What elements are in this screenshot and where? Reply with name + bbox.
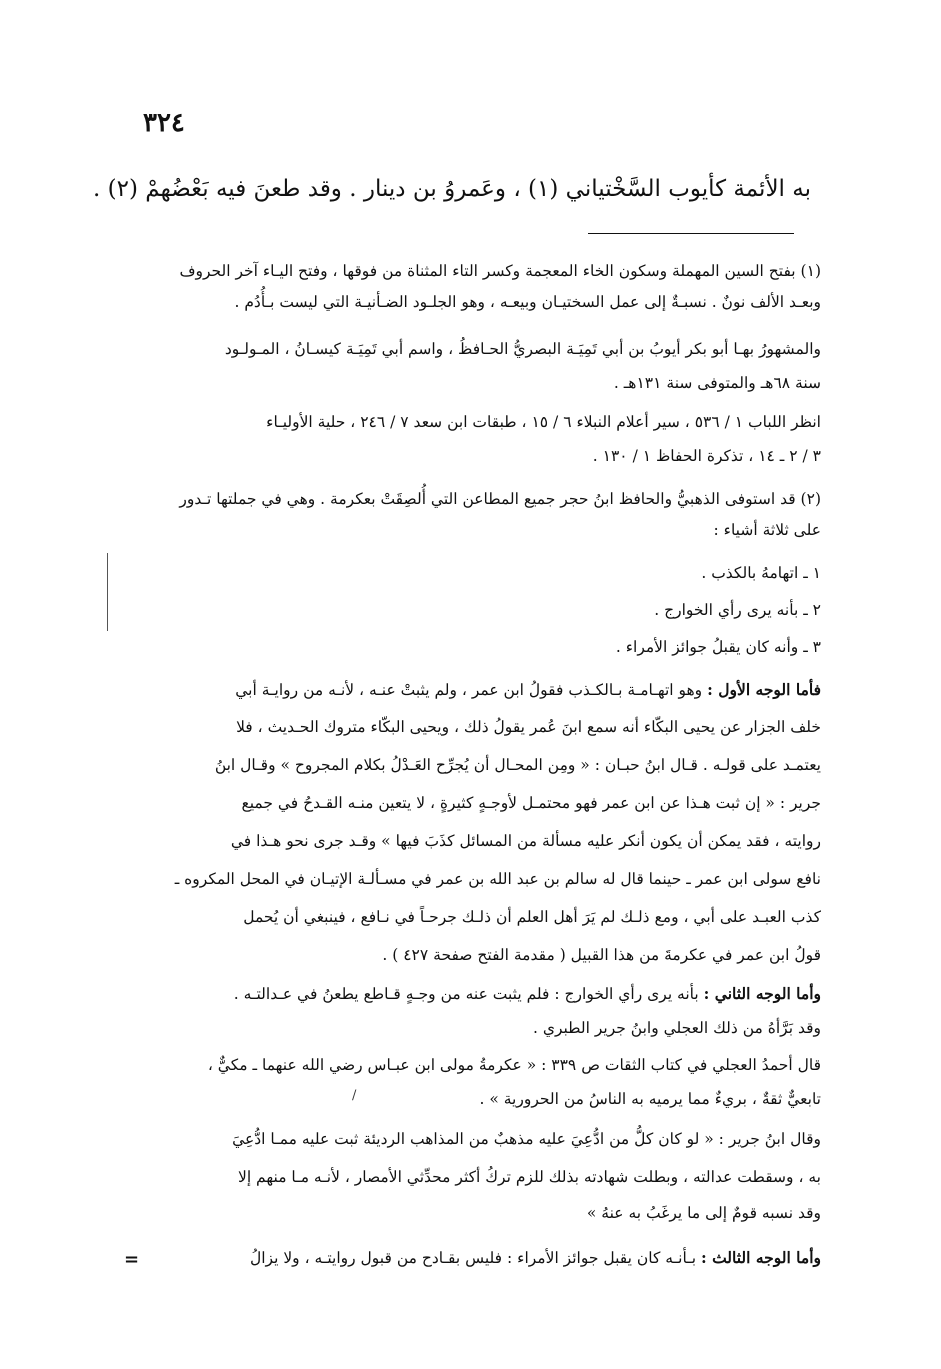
footnote-2-item-2: ٢ ـ بأنه يرى رأي الخوارج . [654, 601, 821, 619]
page-number: ٣٢٤ [143, 108, 185, 138]
third-aspect-label: وأما الوجه الثالث : [700, 1248, 821, 1267]
footnote-separator [588, 233, 794, 234]
first-aspect-line-2: خلف الجزار عن يحيى البكّاء أنه سمع ابنَ عُمر يقولُ ذلك ، ويحيى البكّاء متروك الحـديث ، فلا [236, 718, 821, 736]
ajli-quote-line-2: تابعيٌّ ثقةٌ ، بريءٌ مما يرميه به الناسُ من الحرورية » . [479, 1090, 821, 1108]
second-aspect-label: وأما الوجه الثاني : [703, 984, 821, 1003]
footnote-2-intro-line-1: (٢) قد استوفى الذهبيُّ والحافظ ابنُ حجر جميع المطاعن التي أُلصِقَتْ بعكرمة . وهي في جملتها تـدور [179, 490, 821, 508]
second-aspect-text-1: بأنه يرى رأي الخوارج : فلم يثبت عنه من وجـهٍ قـاطع يطعنُ في عـدالتـه . [233, 985, 699, 1003]
second-aspect-line-1 [121, 978, 821, 1010]
footnote-1-line-6: ٣ / ٢ ـ ١٤ ، تذكرة الحفاظ ١ / ١٣٠ . [592, 447, 821, 465]
stray-mark: / [352, 1088, 357, 1103]
footnote-2-item-1: ١ ـ اتهامهُ بالكذب . [701, 564, 821, 582]
first-aspect-line-4: جرير : « إن ثبت هـذا عن ابن عمر فهو محتمـل لأوجـهٍ كثيرةٍ ، لا يتعين منـه القـدحُ في جميع [241, 794, 821, 812]
footnote-1-line-5: انظر اللباب ١ / ٥٣٦ ، سير أعلام النبلاء ٦ / ١٥ ، طبقات ابن سعد ٧ / ٢٤٦ ، حلية الأوليـاء [266, 413, 821, 431]
continuation-mark: = [124, 1249, 140, 1270]
first-aspect-text-1: وهو اتهـامـة بـالكـذب فقولُ ابن عمر ، ولم يثبتْ عنـه ، لأنـه من روايـة أبي [235, 681, 703, 699]
first-aspect-line-5: روايته ، فقد يمكن أن يكون أنكر عليه مسألة من المسائل كذَبَ فيها » وقـد جرى نحو هـذا في [230, 832, 821, 850]
first-aspect-line-7: كذب العبـد على أبي ، ومع ذلـك لم يَرَ أهل العلم أن ذلـك جرحـاً في نـافع ، فينبغي أن يُحمل [243, 908, 821, 926]
first-aspect-line-1 [121, 674, 821, 706]
second-aspect-line-2: وقد بَرَّأهُ من ذلك العجلي وابنُ جرير الطبري . [532, 1019, 821, 1037]
first-aspect-line-3: يعتمـد على قولـه . قـال ابنُ حبـان : « ومِن المحـال أن يُجرِّح العَـدْلُ بكلام المجروح » وقـال ابنُ [214, 756, 821, 774]
footnote-1-line-2: وبعـد الألف نونٌ . نسبـةٌ إلى عمل السختيـان وبيعـه ، وهو الجلـود الضـأنيـة التي ليست بـأُدُم . [234, 293, 821, 311]
ajli-quote-line-1: قال أحمدُ العجلي في كتاب الثقات ص ٣٣٩ : « عكرمةُ مولى ابن عبـاس رضي الله عنهما ـ مكيٌّ ، [207, 1056, 821, 1074]
footnote-2-item-3: ٣ ـ وأنه كان يقبلُ جوائز الأمراء . [615, 638, 821, 656]
first-aspect-line-6: نافع سولى ابن عمر ـ حينما قال له سالم بن عبد الله بن عمر في مسـألـة الإتيـان في المحل المكروه ـ [174, 870, 821, 888]
third-aspect-line-1 [121, 1242, 821, 1274]
third-aspect-text: بـأنـه كان يقبل جوائز الأمراء : فليس بقـادح من قبول روايتـه ، ولا يزالُ [249, 1249, 697, 1267]
first-aspect-label: فأما الوجه الأول : [707, 680, 821, 699]
tabari-quote-line-2: به ، وسقطت عدالته ، وبطلت شهادته بذلك للزم تركُ أكثر محدِّثي الأمصار ، لأنـه مـا منهم إلا [237, 1168, 821, 1186]
main-text-line: به الأئمة كأيوب السَّخْتياني (١) ، وعَمروُ بن دينار . وقد طعنَ فيه بَعْضُهمْ (٢) . [93, 176, 811, 202]
margin-line [107, 553, 108, 631]
first-aspect-line-8: قولُ ابن عمر في عكرمةَ من هذا القبيل ( مقدمة الفتح صفحة ٤٢٧ ) . [382, 946, 821, 964]
tabari-quote-line-1: وقال ابنُ جرير : « لو كان كلُّ من ادُّعِيَ عليه مذهبٌ من المذاهب الرديئة ثبت عليه ممـا ادُّعِيَ [232, 1130, 821, 1148]
footnote-1-line-4: سنة ٦٨هـ والمتوفى سنة ١٣١هـ . [613, 374, 821, 392]
footnote-1-line-1: (١) بفتح السين المهملة وسكون الخاء المعجمة وكسر التاء المثناة من فوقها ، وفتح اليـاء آخر الحروف [179, 262, 821, 280]
tabari-quote-line-3: وقد نسبه قومٌ إلى ما يرغَبُ به عنهُ » [586, 1204, 821, 1222]
footnote-1-line-3: والمشهورُ بهـا أبو بكر أيوبُ بن أبي تَمِيَـة البصريُّ الحـافظُ ، واسم أبي تَمِيَـة كيسـانُ ، المـولـود [224, 340, 821, 358]
footnote-2-intro-line-2: على ثلاثة أشياء : [713, 521, 821, 539]
